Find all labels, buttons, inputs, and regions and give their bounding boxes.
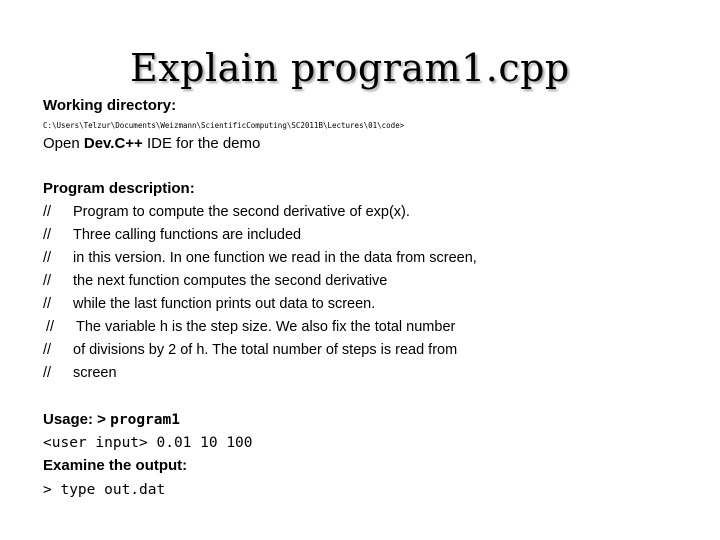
comment-slashes: // xyxy=(43,227,52,243)
examine-output-label: Examine the output: xyxy=(43,457,188,474)
usage-command: program1 xyxy=(110,412,180,428)
comment-slashes: // xyxy=(43,204,52,220)
description-text: The variable h is the step size. We also fix the total number xyxy=(76,319,456,335)
comment-slashes: // xyxy=(43,296,52,312)
description-text: screen xyxy=(73,365,117,381)
comment-slashes: // xyxy=(43,342,52,358)
comment-slashes: // xyxy=(43,365,52,381)
description-text: in this version. In one function we read in the data from screen, xyxy=(73,250,477,266)
description-text: of divisions by 2 of h. The total number of steps is read from xyxy=(73,342,458,358)
open-ide-suffix: IDE for the demo xyxy=(142,135,261,152)
open-ide-instruction xyxy=(43,134,260,154)
comment-slashes: // xyxy=(43,273,52,289)
working-directory-label: Working directory: xyxy=(43,97,177,114)
comment-slashes: // xyxy=(43,250,52,266)
description-text: the next function computes the second derivative xyxy=(73,273,388,289)
program-description-heading: Program description: xyxy=(43,180,195,197)
user-input-line: <user input> 0.01 10 100 xyxy=(43,435,253,451)
type-command-line: > type out.dat xyxy=(43,482,166,498)
open-ide-prefix: Open xyxy=(43,135,84,152)
working-directory-path: C:\Users\Telzur\Documents\Weizmann\ScientificComputing\SC2011B\Lectures\01\code> xyxy=(43,121,405,130)
usage-line xyxy=(43,410,253,433)
slide-title: Explain program1.cpp xyxy=(130,46,570,90)
description-text: while the last function prints out data to screen. xyxy=(73,296,376,312)
comment-slashes: // xyxy=(46,319,55,335)
ide-name: Dev.C++ xyxy=(83,135,143,152)
description-text: Program to compute the second derivative of exp(x). xyxy=(73,204,410,220)
description-text: Three calling functions are included xyxy=(73,227,302,243)
usage-label: Usage: > xyxy=(43,411,111,428)
usage-section xyxy=(43,410,253,503)
